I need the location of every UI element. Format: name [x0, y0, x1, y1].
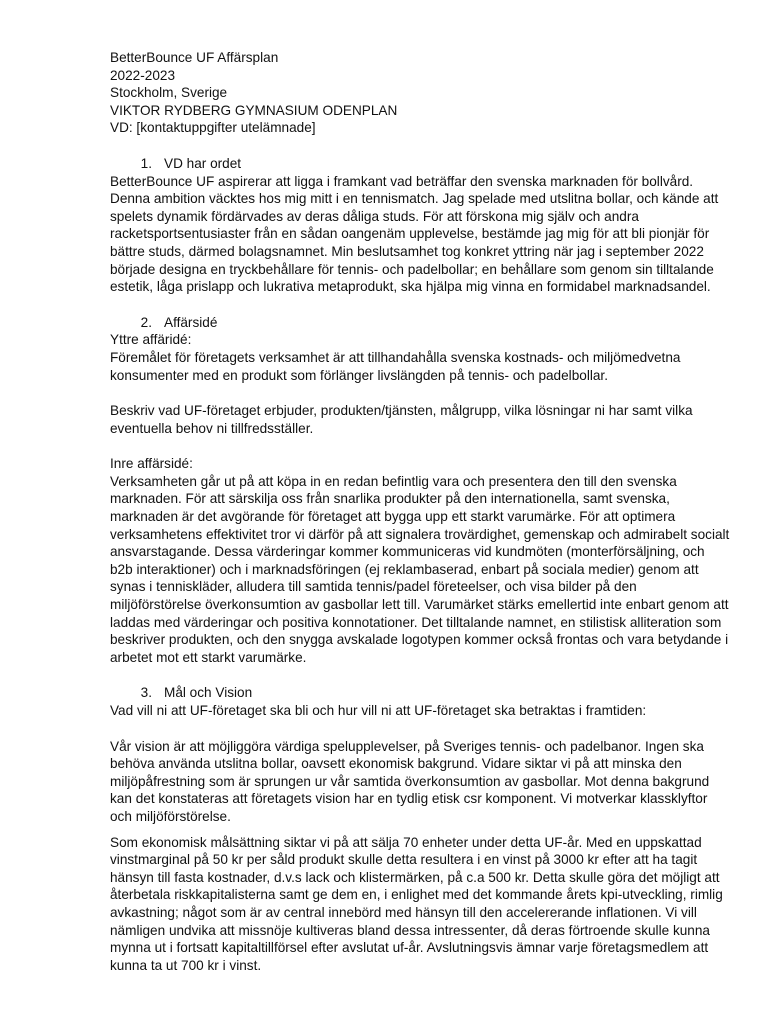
section-title: Affärsidé	[164, 314, 218, 330]
economic-goal-paragraph: Som ekonomisk målsättning siktar vi på att sälja 70 enheter under detta UF-år. Med en uppskattad vinstmarginal på 50 kr per såld produkt skulle detta resultera i en vinst på 3000 kr efter att ha tagit hänsyn till fasta kostnader, d.v.s lack och klistermärken, på c.a 500 kr. Detta skulle göra det möjligt att återbetala riskkapitalisterna samt ge dem en, i enlighet med det kommande årets kpi-utveckling, rimlig avkastning; något som är av central innebörd med hänsyn till den accelererande inflationen. Vi vill nämligen undvika att missnöje kultiveras bland dessa intressenter, då deras förtroende skulle kunna mynna ut i fortsatt kapitaltillförsel efter avslutat uf-år. Avslutningsvis ämnar varje företagsmedlem att kunna ta ut 700 kr i vinst.	[110, 834, 723, 973]
section-heading-vd	[130, 155, 730, 173]
doc-title: BetterBounce UF Affärsplan	[110, 50, 279, 65]
inner-idea-label: Inre affärsidé:	[110, 456, 193, 472]
section-number: 3.	[140, 685, 152, 701]
inner-idea-text: Verksamheten går ut på att köpa in en redan befintlig vara och presentera den till den svenska marknaden. För att särskilja oss från snarlika produkter på den internationella, samt svenska, marknaden är det avgörande för företaget att bygga upp ett starkt varumärke. För att optimera verksamhetens effektivitet tror vi därför på att signalera trovärdighet, gemenskap och admirabelt socialt ansvarstagande. Dessa värderingar kommer kommuniceras vid kundmöten (monterförsäljning, och b2b interaktioner) och i marknadsföringen (ej reklambaserad, enbart på sociala medier) genom att synas i tenniskläder, alludera till samtida tennis/padel företeelser, och visa bilder på den miljöförstörelse överkonsumtion av gasbollar lett till. Varumärket stärks emellertid inte enbart genom att laddas med värderingar och positiva konnotationer. Det tilltalande namnet, en stilistisk alliteration som beskriver produkten, och den snygga avskalade logotypen kommer också frontas och vara betydande i arbetet mot ett starkt varumärke.	[110, 473, 730, 665]
doc-school: VIKTOR RYDBERG GYMNASIUM ODENPLAN	[110, 102, 398, 118]
section-title: Mål och Vision	[164, 685, 253, 701]
doc-ceo-contact: VD: [kontaktuppgifter utelämnade]	[110, 120, 316, 136]
outer-idea-text: Föremålet för företagets verksamhet är att tillhandahålla svenska kostnads- och miljömedvetna konsumenter med en produkt som förlänger livslängden på tennis- och padelbollar.	[110, 349, 681, 383]
doc-year: 2022-2023	[110, 67, 176, 83]
section-number: 2.	[140, 314, 152, 330]
mal-vision-prompt: Vad vill ni att UF-företaget ska bli och hur vill ni att UF-företaget ska betraktas i framtiden:	[110, 703, 647, 718]
document-body	[110, 49, 730, 974]
vision-paragraph: Vår vision är att möjliggöra värdiga spelupplevelser, på Sveriges tennis- och padelbanor. Ingen ska behöva använda utslitna bollar, oavsett ekonomisk bakgrund. Vidare siktar vi på att minska den miljöpåfrestning som är sprungen ur vår samtida överkonsumtion av gasbollar. Mot denna bakgrund kan det konstateras att företagets vision har en tydlig etisk csr komponent. Vi motverkar klassklyftor och miljöförstörelse.	[110, 738, 710, 824]
section-heading-mal-vision	[130, 684, 730, 702]
section-number: 1.	[140, 155, 152, 171]
section-title: VD har ordet	[164, 155, 242, 171]
affarside-prompt: Beskriv vad UF-företaget erbjuder, produkten/tjänsten, målgrupp, vilka lösningar ni har samt vilka eventuella behov ni tillfredsställer.	[110, 403, 693, 436]
paragraph-vd: BetterBounce UF aspirerar att ligga i framkant vad beträffar den svenska marknaden för bollvård. Denna ambition väcktes hos mig mitt i en tennismatch. Jag spelade med utslitna bollar, och kände att spelets dynamik fördärvades av deras dåliga studs. För att förskona mig själv och andra racketsportsentusiaster från en sådan oangenäm upplevelse, bestämde jag mig för att bli pionjär för bättre studs, därmed bolagsnamnet. Min beslutsamhet tog konkret yttring när jag i september 2022 började designa en tryckbehållare för tennis- och padelbollar; en behållare som genom sin tilltalande estetik, låga prislapp och lukrativa metaprodukt, ska hjälpa mig vinna en formidabel marknadsandel.	[110, 173, 719, 295]
doc-location: Stockholm, Sverige	[110, 85, 228, 101]
outer-idea-label: Yttre affäridé:	[110, 332, 192, 348]
section-heading-affarside	[130, 314, 730, 332]
